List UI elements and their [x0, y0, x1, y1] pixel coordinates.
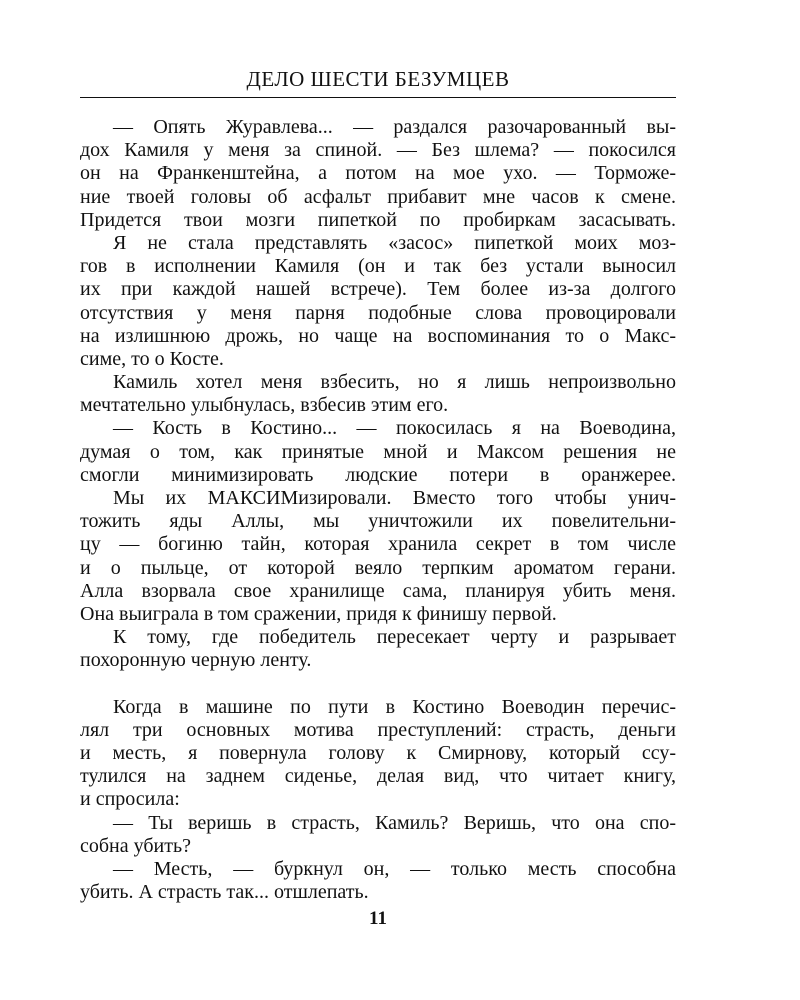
text-line: собна убить?: [80, 834, 191, 857]
text-line: цу — богиню тайн, которая хранила секрет в том числе: [80, 533, 676, 556]
text-line: думая о том, как принятые мной и Максом решения не: [80, 440, 676, 463]
text-line: — Месть, — буркнул он, — только месть способна: [113, 858, 676, 880]
header-rule: [80, 97, 676, 98]
text-line: он на Франкенштейна, а потом на мое ухо. — Торможе-: [80, 162, 676, 185]
text-line: Она выиграла в том сражении, придя к финишу первой.: [80, 602, 557, 625]
text-body: [80, 116, 676, 904]
text-line: убить. А страсть так... отшлепать.: [80, 881, 369, 904]
text-line: симе, то о Косте.: [80, 347, 224, 370]
text-line: Камиль хотел меня взбесить, но я лишь непроизвольно: [113, 371, 676, 394]
text-line: К тому, где победитель пересекает черту и разрывает: [113, 626, 676, 649]
text-line: и спросила:: [80, 788, 180, 811]
text-line: тожить яды Аллы, мы уничтожили их повелительни-: [80, 510, 676, 533]
text-line: лял три основных мотива преступлений: страсть, деньги: [80, 718, 676, 741]
text-line: дох Камиля у меня за спиной. — Без шлема? — покосился: [80, 139, 676, 162]
text-line: и месть, я повернула голову к Смирнову, который ссу-: [80, 742, 676, 765]
text-line: гов в исполнении Камиля (он и так без устали выносил: [80, 255, 676, 278]
text-line: похоронную черную ленту.: [80, 649, 312, 672]
page-number: 11: [369, 908, 387, 929]
text-line: ние твоей головы об асфальт прибавит мне часов к смене.: [80, 185, 676, 208]
text-line: их при каждой нашей встрече). Тем более из-за долгого: [80, 278, 676, 301]
text-line: Когда в машине по пути в Костино Воеводин перечис-: [113, 695, 676, 718]
running-head: ДЕЛО ШЕСТИ БЕЗУМЦЕВ: [246, 67, 510, 91]
section-break: [80, 673, 676, 696]
text-line: отсутствия у меня парня подобные слова провоцировали: [80, 301, 676, 324]
text-line: — Опять Журавлева... — раздался разочарованный вы-: [113, 116, 676, 138]
text-line: на излишнюю дрожь, но чаще на воспоминания то о Макс-: [80, 324, 676, 347]
text-line: и о пыльце, от которой веяло терпким ароматом герани.: [80, 556, 676, 579]
text-line: Мы их МАКСИМизировали. Вместо того чтобы унич-: [113, 487, 676, 509]
text-line: — Ты веришь в страсть, Камиль? Веришь, что она спо-: [113, 811, 676, 834]
text-line: Я не стала представлять «засос» пипеткой моих моз-: [113, 231, 676, 254]
text-line: — Кость в Костино... — покосилась я на Воеводина,: [113, 417, 676, 440]
text-line: мечтательно улыбнулась, взбесив этим его.: [80, 394, 449, 417]
text-line: тулился на заднем сиденье, делая вид, что читает книгу,: [80, 765, 676, 788]
text-line: Придется твои мозги пипеткой по пробиркам засасывать.: [80, 208, 676, 231]
text-line: Алла взорвала свое хранилище сама, планируя убить меня.: [80, 579, 676, 602]
text-line: смогли минимизировать людские потери в оранжерее.: [80, 463, 676, 486]
